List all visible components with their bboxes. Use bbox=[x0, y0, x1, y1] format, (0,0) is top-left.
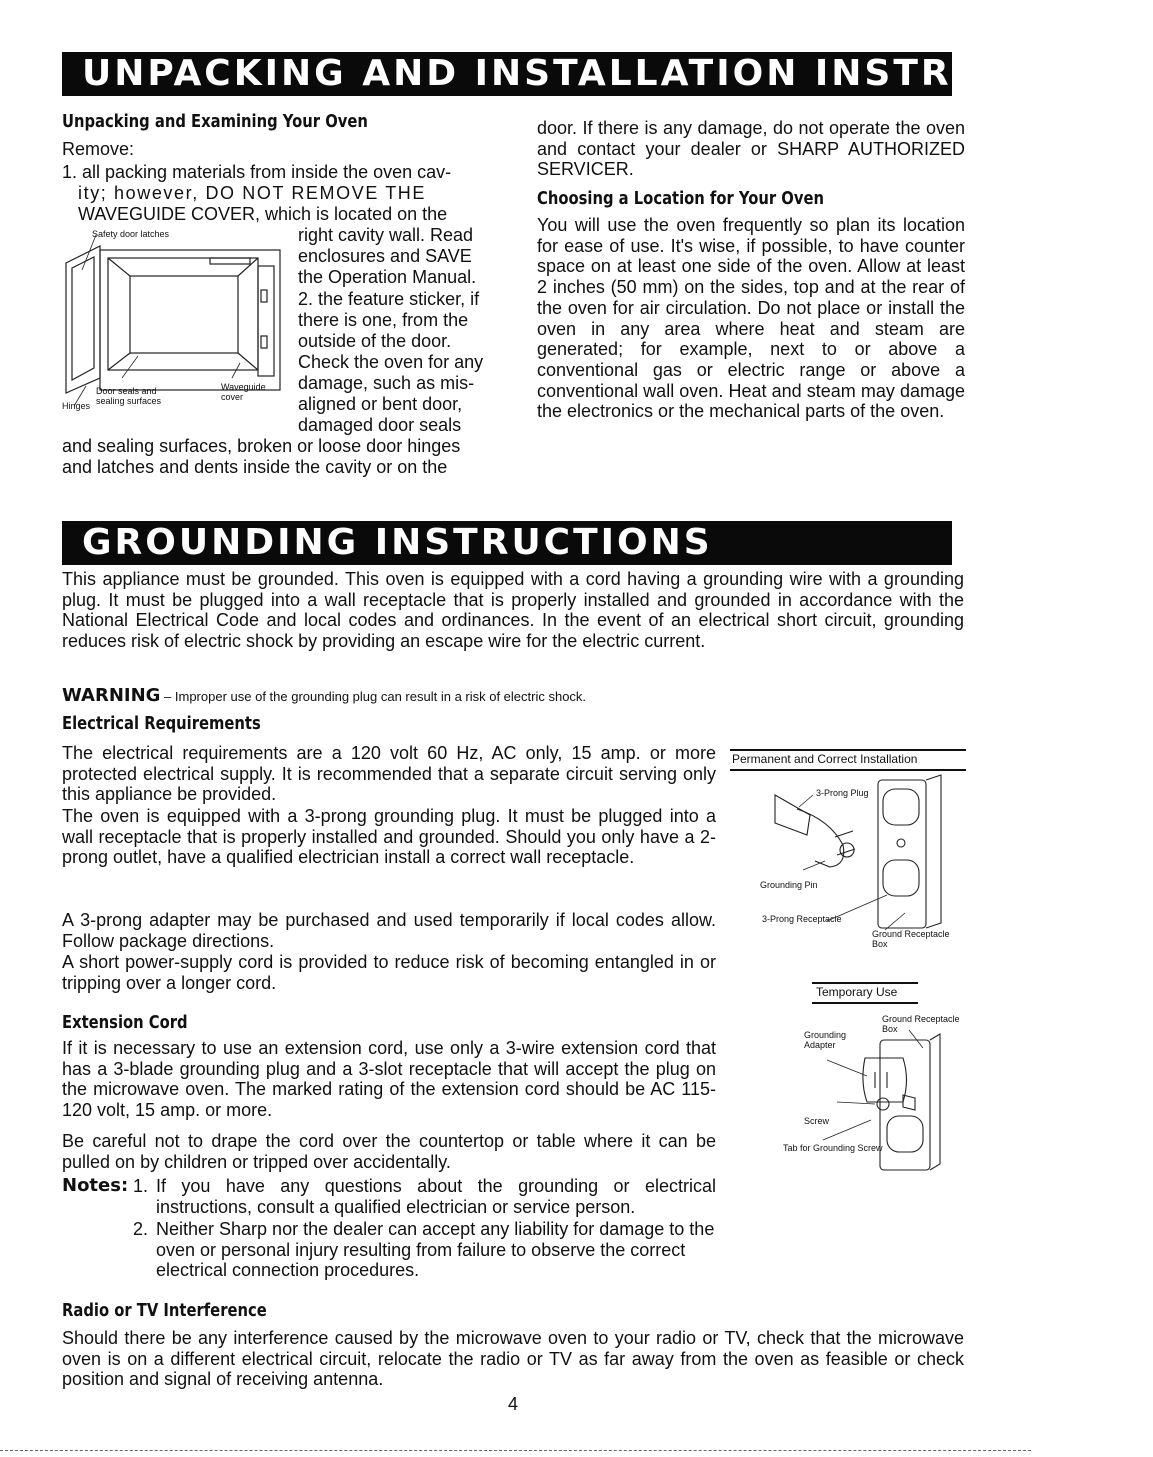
item1-line2: ity; however, DO NOT REMOVE THE bbox=[78, 183, 427, 203]
label-3-prong-receptacle: 3-Prong Receptacle bbox=[762, 914, 842, 924]
note1-number: 1. bbox=[133, 1176, 149, 1196]
temporary-title-rule-bottom bbox=[812, 1002, 918, 1004]
extension-p1: If it is necessary to use an extension cord, use only a 3-wire extension cord that has a 3-blade grounding plug and a 3-slot receptacle that will accept the plug on the microwave oven. The marked rating of the extension cord should be AC 115-120 volt, 15 amp. or more. bbox=[62, 1038, 716, 1121]
electrical-p4: A short power-supply cord is provided to reduce risk of becoming entangled in or tripping over a longer cord. bbox=[62, 952, 716, 993]
label-safety-latches: Safety door latches bbox=[92, 229, 170, 239]
wrap-line-6: outside of the door. bbox=[298, 331, 452, 351]
warning-text: – Improper use of the grounding plug can result in a risk of electric shock. bbox=[160, 689, 587, 704]
permanent-title: Permanent and Correct Installation bbox=[732, 752, 918, 766]
item1-line3: WAVEGUIDE COVER, which is located on the bbox=[78, 204, 448, 224]
note1-text: If you have any questions about the grounding or electrical instructions, consult a qualified electrician or service person. bbox=[156, 1176, 716, 1217]
label-screw: Screw bbox=[804, 1116, 830, 1126]
page-number: 4 bbox=[508, 1394, 519, 1414]
wrap-line-3: the Operation Manual. bbox=[298, 267, 477, 287]
location-text: You will use the oven frequently so plan its location for ease of use. It's wise, if possible, to have counter space on at least one side of the oven. Allow at least 2 inches (50 mm) on the sides, top and at the rear of the oven for air circulation. Do not place or install the oven in any area where heat and steam are generated; for example, next to or above a conventional gas or electric range or above a conventional wall oven. Heat and steam may damage the electronics or the mechanical parts of the oven. bbox=[537, 215, 965, 422]
electrical-heading: Electrical Requirements bbox=[62, 713, 261, 734]
label-hinges: Hinges bbox=[62, 401, 91, 411]
tail-line-2: and latches and dents inside the cavity or on the bbox=[62, 457, 448, 477]
temporary-title-rule-top bbox=[812, 982, 918, 984]
tail-line-1: and sealing surfaces, broken or loose door hinges bbox=[62, 436, 461, 456]
grounding-intro: This appliance must be grounded. This oven is equipped with a cord having a grounding wire with a grounding plug. It must be plugged into a wall receptacle that is properly installed and grounded in accordance with the National Electrical Code and local codes and ordinances. In the event of an electrical short circuit, grounding reduces risk of electric shock by providing an escape wire for the electric current. bbox=[62, 569, 964, 652]
remove-label: Remove: bbox=[62, 139, 135, 159]
note2-number: 2. bbox=[133, 1219, 149, 1239]
label-grounding-adapter: Grounding Adapter bbox=[804, 1030, 847, 1050]
damage-continuation: door. If there is any damage, do not operate the oven and contact your dealer or SHARP AUTHORIZED SERVICER. bbox=[537, 118, 965, 180]
wrap-line-7: Check the oven for any bbox=[298, 352, 484, 372]
electrical-p2: The oven is equipped with a 3-prong grounding plug. It must be plugged into a wall receptacle that is properly installed and grounded. Should you only have a 2-prong outlet, have a qualified electrician install a correct wall receptacle. bbox=[62, 806, 716, 868]
permanent-title-rule-top bbox=[730, 749, 966, 751]
grounding-banner: GROUNDING INSTRUCTIONS bbox=[62, 521, 952, 565]
wrap-line-2: enclosures and SAVE bbox=[298, 246, 472, 266]
permanent-title-rule-bottom bbox=[730, 769, 966, 771]
bottom-border bbox=[0, 1450, 1031, 1451]
warning-label: WARNING bbox=[62, 685, 161, 706]
radio-heading: Radio or TV Interference bbox=[62, 1300, 267, 1321]
label-tab-grounding-screw: Tab for Grounding Screw bbox=[783, 1143, 883, 1153]
notes-label: Notes: bbox=[62, 1175, 129, 1196]
unpacking-banner: UNPACKING AND INSTALLATION INSTRUCTIONS bbox=[62, 52, 952, 96]
wrap-line-9: aligned or bent door, bbox=[298, 394, 463, 414]
unpacking-heading: Unpacking and Examining Your Oven bbox=[62, 111, 368, 132]
label-door-seals: Door seals and sealing surfaces bbox=[96, 386, 162, 406]
extension-heading: Extension Cord bbox=[62, 1012, 188, 1033]
radio-text: Should there be any interference caused by the microwave oven to your radio or TV, check that the microwave oven is on a different electrical circuit, relocate the radio or TV as far away from the oven as feasible or check position and signal of receiving antenna. bbox=[62, 1328, 964, 1390]
note2-text: Neither Sharp nor the dealer can accept any liability for damage to the oven or personal injury resulting from failure to observe the correct electrical connection procedures. bbox=[156, 1219, 715, 1281]
wrap-line-8: damage, such as mis- bbox=[298, 373, 475, 393]
wrap-line-10: damaged door seals bbox=[298, 415, 462, 435]
electrical-p1: The electrical requirements are a 120 volt 60 Hz, AC only, 15 amp. or more protected electrical supply. It is recommended that a separate circuit serving only this appliance be provided. bbox=[62, 743, 716, 805]
item1-line1: 1. all packing materials from inside the oven cav- bbox=[62, 162, 452, 182]
wrap-line-1: right cavity wall. Read bbox=[298, 225, 474, 245]
label-waveguide: Waveguide cover bbox=[221, 382, 266, 402]
wrap-line-5: there is one, from the bbox=[298, 310, 469, 330]
location-heading: Choosing a Location for Your Oven bbox=[537, 188, 824, 209]
label-ground-receptacle-box-2: Ground Receptacle Box bbox=[882, 1014, 960, 1034]
wrap-line-4: 2. the feature sticker, if bbox=[298, 289, 480, 309]
label-3-prong-plug: 3-Prong Plug bbox=[816, 788, 869, 798]
electrical-p3: A 3-prong adapter may be purchased and used temporarily if local codes allow. Follow package directions. bbox=[62, 910, 716, 951]
warning-line bbox=[62, 685, 586, 706]
extension-p2: Be careful not to drape the cord over the countertop or table where it can be pulled on by children or tripped over accidentally. bbox=[62, 1131, 716, 1172]
label-ground-receptacle-box: Ground Receptacle Box bbox=[872, 929, 950, 949]
label-grounding-pin: Grounding Pin bbox=[760, 880, 818, 890]
temporary-title: Temporary Use bbox=[816, 985, 898, 999]
